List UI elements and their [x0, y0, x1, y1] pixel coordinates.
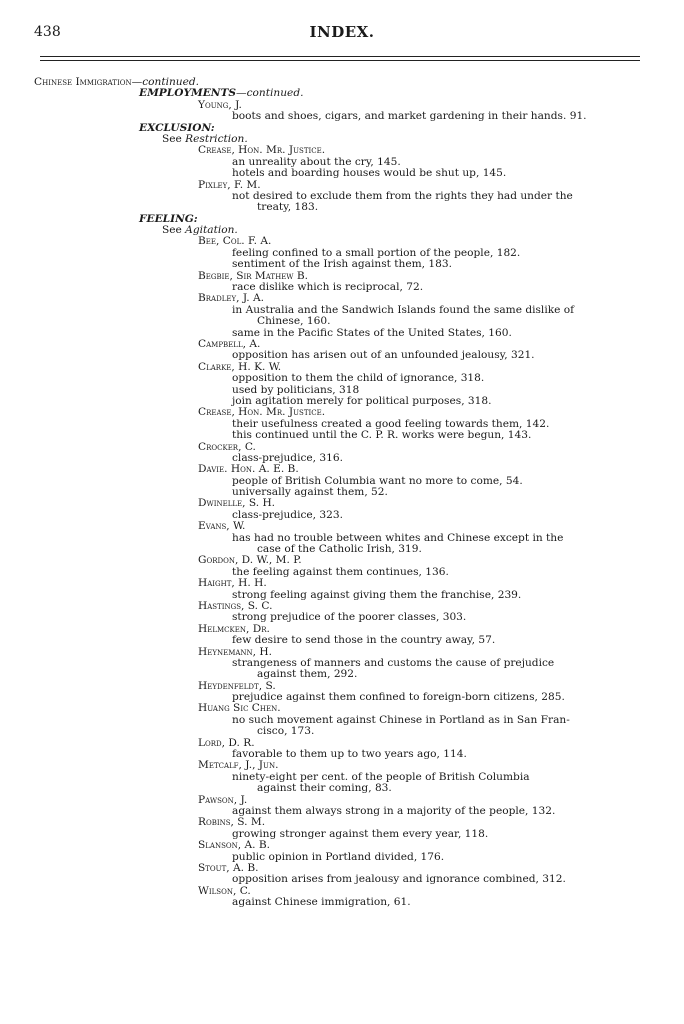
index-suffix: Restriction. — [185, 132, 248, 145]
index-text: Stout, A. B. — [198, 861, 259, 874]
index-entries — [0, 77, 684, 909]
index-text: Crocker, C. — [198, 440, 256, 453]
index-text: Robins, S. M. — [198, 816, 266, 829]
index-text: Chinese, 160. — [257, 315, 331, 328]
index-text: FEELING: — [139, 212, 198, 225]
index-text: Evans, W. — [198, 520, 246, 533]
index-text: Bradley, J. A. — [198, 292, 265, 305]
index-text: growing stronger against them every year, 118. — [232, 827, 489, 840]
continuation-line — [0, 544, 684, 555]
index-text: Chinese Immigration — [34, 76, 132, 88]
subheading-line — [0, 123, 684, 134]
index-text: join agitation merely for political purposes, 318. — [232, 394, 492, 407]
entry-line — [0, 350, 684, 361]
header-rule-top — [40, 56, 640, 57]
see-reference-line — [0, 225, 684, 236]
entry-line — [0, 692, 684, 703]
index-text: strong feeling against giving them the franchise, 239. — [232, 588, 522, 601]
index-text: strong prejudice of the poorer classes, 303. — [232, 611, 467, 624]
entry-line — [0, 191, 684, 202]
entry-line — [0, 715, 684, 726]
entry-line — [0, 430, 684, 441]
index-text: class-prejudice, 323. — [232, 508, 344, 521]
entry-line — [0, 852, 684, 863]
index-text: opposition has arisen out of an unfounded jealousy, 321. — [232, 349, 535, 362]
subheading-line — [0, 214, 684, 225]
entry-line — [0, 612, 684, 623]
index-text: Dwinelle, S. H. — [198, 497, 276, 510]
index-text: has had no trouble between whites and Chinese except in the — [232, 531, 564, 544]
index-text: Helmcken, Dr. — [198, 622, 270, 635]
index-text: Haight, H. H. — [198, 577, 267, 590]
index-text: not desired to exclude them from the rights they had under the — [232, 189, 573, 202]
index-text: universally against them, 52. — [232, 486, 388, 499]
index-text: case of the Catholic Irish, 319. — [257, 543, 422, 556]
index-suffix: Agitation. — [185, 224, 238, 237]
index-text: opposition arises from jealousy and ignorance combined, 312. — [232, 873, 566, 886]
heading-line — [0, 77, 684, 88]
index-text: Hastings, S. C. — [198, 599, 273, 612]
index-text: Huang Sic Chen. — [198, 702, 281, 715]
index-text: See — [162, 224, 186, 237]
index-text: the feeling against them continues, 136. — [232, 565, 449, 578]
index-suffix: —continued. — [236, 87, 304, 100]
index-text: favorable to them up to two years ago, 114. — [232, 748, 467, 761]
index-text: their usefulness created a good feeling towards them, 142. — [232, 417, 550, 430]
entry-line — [0, 259, 684, 270]
index-text: Begbie, Sir Mathew B. — [198, 269, 309, 282]
page-number: 438 — [34, 24, 61, 40]
entry-line — [0, 282, 684, 293]
entry-line — [0, 635, 684, 646]
entry-line — [0, 305, 684, 316]
entry-line — [0, 487, 684, 498]
index-text: opposition to them the child of ignorance, 318. — [232, 372, 485, 385]
index-text: same in the Pacific States of the United States, 160. — [232, 326, 512, 339]
index-text: Pawson, J. — [198, 793, 248, 806]
index-text: Bee, Col. F. A. — [198, 235, 272, 248]
running-head: INDEX. — [309, 23, 375, 41]
entry-line — [0, 897, 684, 908]
index-text: Davie. Hon. A. E. B. — [198, 463, 299, 476]
index-text: public opinion in Portland divided, 176. — [232, 850, 445, 863]
entry-line — [0, 874, 684, 885]
header-rule-bottom — [40, 60, 640, 61]
index-text: few desire to send those in the country away, 57. — [232, 634, 496, 647]
index-text: Metcalf, J., Jun. — [198, 759, 279, 772]
index-suffix: —continued. — [131, 76, 200, 88]
entry-line — [0, 749, 684, 760]
index-text: prejudice against them confined to foreign-born citizens, 285. — [232, 691, 565, 704]
index-text: an unreality about the cry, 145. — [232, 155, 401, 168]
entry-line — [0, 567, 684, 578]
see-reference-line — [0, 134, 684, 145]
index-text: Campbell, A. — [198, 337, 261, 350]
index-text: Crease, Hon. Mr. Justice. — [198, 144, 326, 157]
index-text: ninety-eight per cent. of the people of British Columbia — [232, 770, 530, 783]
entry-line — [0, 328, 684, 339]
index-text: cisco, 173. — [257, 725, 315, 738]
index-text: strangeness of manners and customs the cause of prejudice — [232, 656, 555, 669]
index-text: Clarke, H. K. W. — [198, 360, 282, 373]
index-text: class-prejudice, 316. — [232, 451, 344, 464]
index-text: Crease, Hon. Mr. Justice. — [198, 406, 326, 419]
entry-line — [0, 168, 684, 179]
entry-line — [0, 396, 684, 407]
subheading-line — [0, 88, 684, 99]
index-text: used by politicians, 318 — [232, 383, 360, 396]
index-text: against their coming, 83. — [257, 782, 392, 795]
index-text: this continued until the C. P. R. works were begun, 143. — [232, 429, 532, 442]
index-text: hotels and boarding houses would be shut up, 145. — [232, 167, 507, 180]
index-text: Heydenfeldt, S. — [198, 679, 276, 692]
entry-line — [0, 111, 684, 122]
continuation-line — [0, 783, 684, 794]
index-text: Heynemann, H. — [198, 645, 273, 658]
continuation-line — [0, 202, 684, 213]
index-text: against Chinese immigration, 61. — [232, 896, 411, 909]
index-text: Wilson, C. — [198, 884, 251, 897]
entry-line — [0, 590, 684, 601]
entry-line — [0, 453, 684, 464]
index-text: sentiment of the Irish against them, 183. — [232, 258, 452, 271]
index-text: Young, J. — [198, 98, 242, 111]
index-text: Slanson, A. B. — [198, 839, 271, 852]
index-text: Lord, D. R. — [198, 736, 255, 749]
entry-line — [0, 829, 684, 840]
index-text: in Australia and the Sandwich Islands found the same dislike of — [232, 303, 575, 316]
index-text: See — [162, 132, 186, 145]
continuation-line — [0, 726, 684, 737]
index-text: feeling confined to a small portion of the people, 182. — [232, 246, 521, 259]
entry-line — [0, 510, 684, 521]
index-text: against them, 292. — [257, 668, 358, 681]
index-text: EXCLUSION: — [139, 121, 215, 134]
index-text: no such movement against Chinese in Portland as in San Fran- — [232, 713, 570, 726]
continuation-line — [0, 669, 684, 680]
entry-line — [0, 806, 684, 817]
page-header — [0, 22, 684, 46]
index-text: boots and shoes, cigars, and market gardening in their hands. 91. — [232, 110, 587, 123]
index-text: treaty, 183. — [257, 201, 319, 214]
index-text: against them always strong in a majority of the people, 132. — [232, 805, 556, 817]
index-text: race dislike which is reciprocal, 72. — [232, 281, 424, 294]
index-text: people of British Columbia want no more to come, 54. — [232, 474, 523, 487]
index-text: EMPLOYMENTS — [139, 87, 237, 100]
index-text: Pixley, F. M. — [198, 178, 261, 191]
index-text: Gordon, D. W., M. P. — [198, 554, 302, 567]
